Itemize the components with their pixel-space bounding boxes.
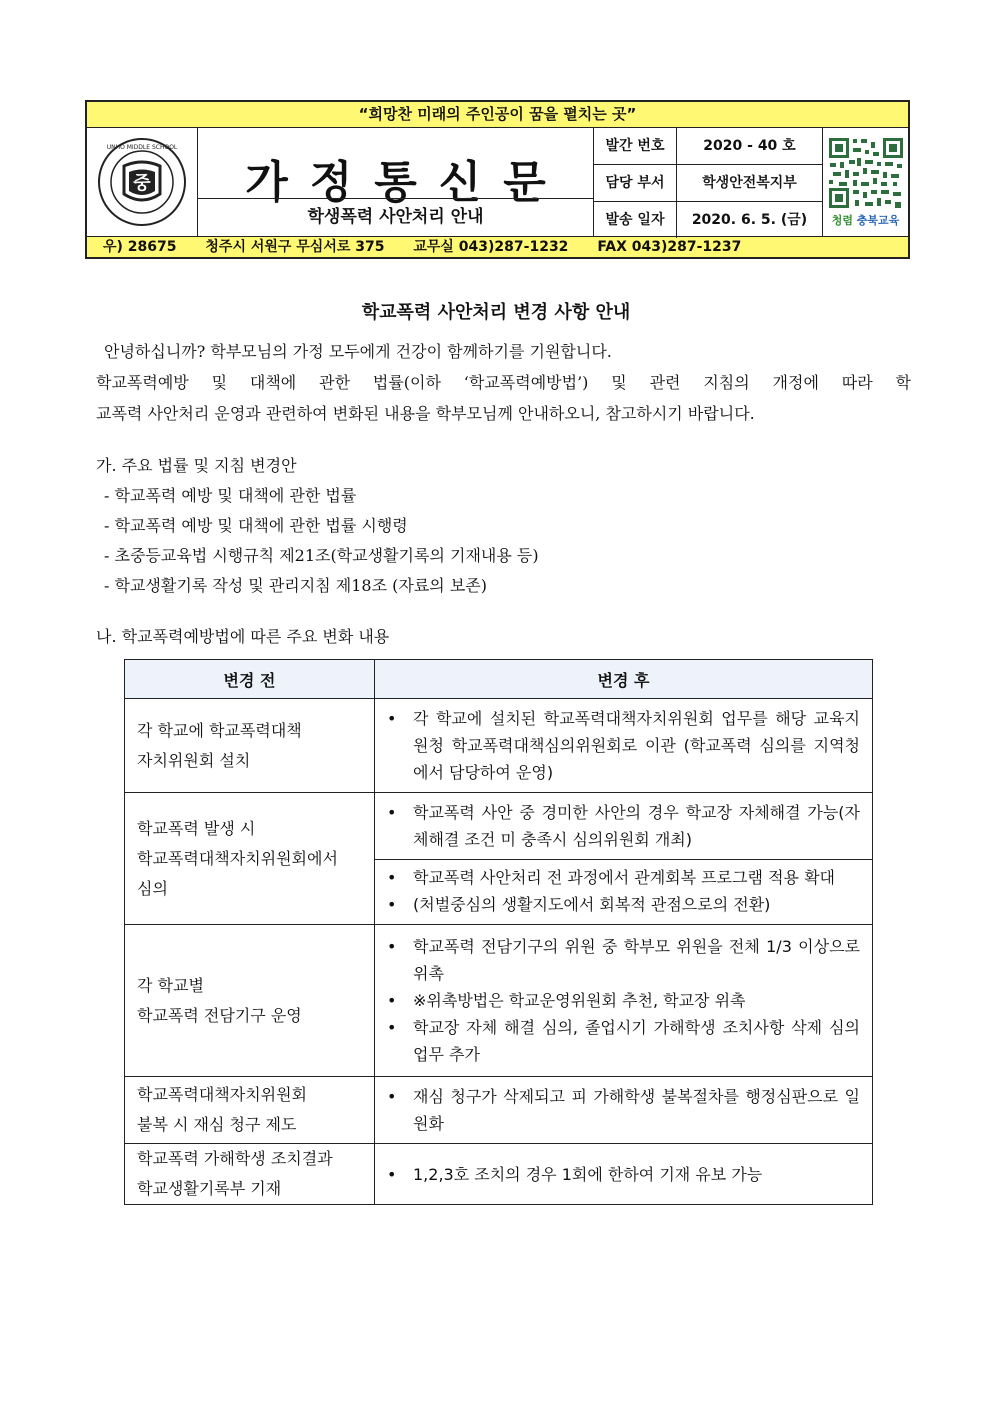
after-cell: • 학교폭력 전담기구의 위원 중 학부모 위원을 전체 1/3 이상으로 위촉 • ※위촉방법은 학교운영위원회 추천, 학교장 위촉 • 학교장 자체 해결 심의, 졸업시기 가해학생 조치사항 삭제 심의 업무 추가 [375,925,873,1077]
street-address: 청주시 서원구 무심서로 375 [205,239,385,255]
section-a-item: - 학교폭력 예방 및 대책에 관한 법률 시행령 [104,516,408,535]
after-cell: • 재심 청구가 삭제되고 피 가해학생 불복절차를 행정심판으로 일원화 [375,1077,873,1144]
logo-glyph: 중 [133,173,151,194]
before-cell: 학교폭력 가해학생 조치결과 학교생활기록부 기재 [125,1144,375,1205]
table-row [125,1077,873,1144]
table-row [125,1144,873,1205]
header-after: 변경 후 [375,660,873,699]
document-title: 학교폭력 사안처리 변경 사항 안내 [361,302,631,323]
after-item: 재심 청구가 삭제되고 피 가해학생 불복절차를 행정심판으로 일원화 [413,1087,860,1133]
logo-text: UNHO MIDDLE SCHOOL [106,144,178,151]
after-item: 1,2,3호 조치의 경우 1회에 한하여 기재 유보 가능 [413,1164,763,1184]
qr-caption-edu: 충북교육 [856,214,900,227]
school-emblem-icon [96,136,188,228]
issue-info [594,128,823,236]
after-item: 학교폭력 사안처리 전 과정에서 관계회복 프로그램 적용 확대 [413,868,836,887]
school-logo [87,128,198,236]
send-date: 2020. 6. 5. (금) [691,212,808,228]
section-a-item: - 학교생활기록 작성 및 관리지침 제18조 (자료의 보존) [104,576,487,595]
section-a-heading: 가. 주요 법률 및 지침 변경안 [96,456,297,475]
department: 학생안전복지부 [702,175,797,191]
after-item: 학교장 자체 해결 심의, 졸업시기 가해학생 조치사항 삭제 심의 업무 추가 [413,1018,860,1064]
table-row [125,793,873,925]
issue-number: 2020 - 40 호 [703,138,796,154]
section-a-item: - 초중등교육법 시행규칙 제21조(학교생활기록의 기재내용 등) [104,546,539,565]
qr-caption [832,212,900,228]
after-item: (처벌중심의 생활지도에서 회복적 관점으로의 전환) [413,895,771,914]
office-phone: 교무실 043)287-1232 [413,239,569,255]
section-a-item: - 학교폭력 예방 및 대책에 관한 법률 [104,486,357,505]
changes-table [124,659,873,1205]
header-before: 변경 전 [125,660,375,699]
table-row [125,925,873,1077]
fax-number: FAX 043)287-1237 [597,239,742,255]
after-item: ※위촉방법은 학교운영위원회 추천, 학교장 위촉 [413,991,746,1010]
qr-caption-integrity: 청렴 [831,214,853,227]
before-cell: 각 학교별 학교폭력 전담기구 운영 [125,925,375,1077]
intro-line-2: 교폭력 사안처리 운영과 관련하여 변화된 내용을 학부모님께 안내하오니, 참고하시기 바랍니다. [96,404,755,423]
after-item: 학교폭력 사안 중 경미한 사안의 경우 학교장 자체해결 가능(자체해결 조건 미 충족시 심의위원회 개최) [413,803,860,849]
after-cell: • 각 학교에 설치된 학교폭력대책자치위원회 업무를 해당 교육지원청 학교폭력대책심의위원회로 이관 (학교폭력 심의를 지역청에서 담당하여 운영) [375,699,873,793]
after-item: 각 학교에 설치된 학교폭력대책자치위원회 업무를 해당 교육지원청 학교폭력대책심의위원회로 이관 (학교폭력 심의를 지역청에서 담당하여 운영) [413,709,860,782]
before-cell: 학교폭력대책자치위원회 불복 시 재심 청구 제도 [125,1077,375,1144]
intro-line-1: 학교폭력예방 및 대책에 관한 법률(이하 ‘학교폭력예방법’) 및 관련 지침의 개정에 따라 학 [96,373,911,392]
postal-code: 우) 28675 [103,239,177,255]
after-cell: • 학교폭력 사안 중 경미한 사안의 경우 학교장 자체해결 가능(자체해결 조건 미 충족시 심의위원회 개최) • 학교폭력 사안처리 전 과정에서 관계회복 프로그램 적용 확대 • (처벌중심의 생활지도에서 회복적 관점으로의 전환) [375,793,873,925]
after-item: 학교폭력 전담기구의 위원 중 학부모 위원을 전체 1/3 이상으로 위촉 [413,937,860,983]
before-cell: 각 학교에 학교폭력대책 자치위원회 설치 [125,699,375,793]
newsletter-subtitle: 학생폭력 사안처리 안내 [307,207,484,227]
send-date-label: 발송 일자 [594,202,677,238]
department-label: 담당 부서 [594,165,677,201]
before-cell: 학교폭력 발생 시 학교폭력대책자치위원회에서 심의 [125,793,375,925]
motto: “희망찬 미래의 주인공이 꿈을 펼치는 곳” [87,102,908,128]
section-b-heading: 나. 학교폭력예방법에 따른 주요 변화 내용 [96,627,390,646]
greeting: 안녕하십니까? 학부모님의 가정 모두에게 건강이 함께하기를 기원합니다. [104,342,612,361]
issue-number-label: 발간 번호 [594,128,677,164]
newsletter-title: 가정통신문 [245,157,568,208]
table-row [125,699,873,793]
newsletter-header [85,100,910,259]
qr-code-icon[interactable] [827,136,905,210]
table-header-row [125,660,873,699]
address-bar [87,237,908,257]
after-cell: • 1,2,3호 조치의 경우 1회에 한하여 기재 유보 가능 [375,1144,873,1205]
